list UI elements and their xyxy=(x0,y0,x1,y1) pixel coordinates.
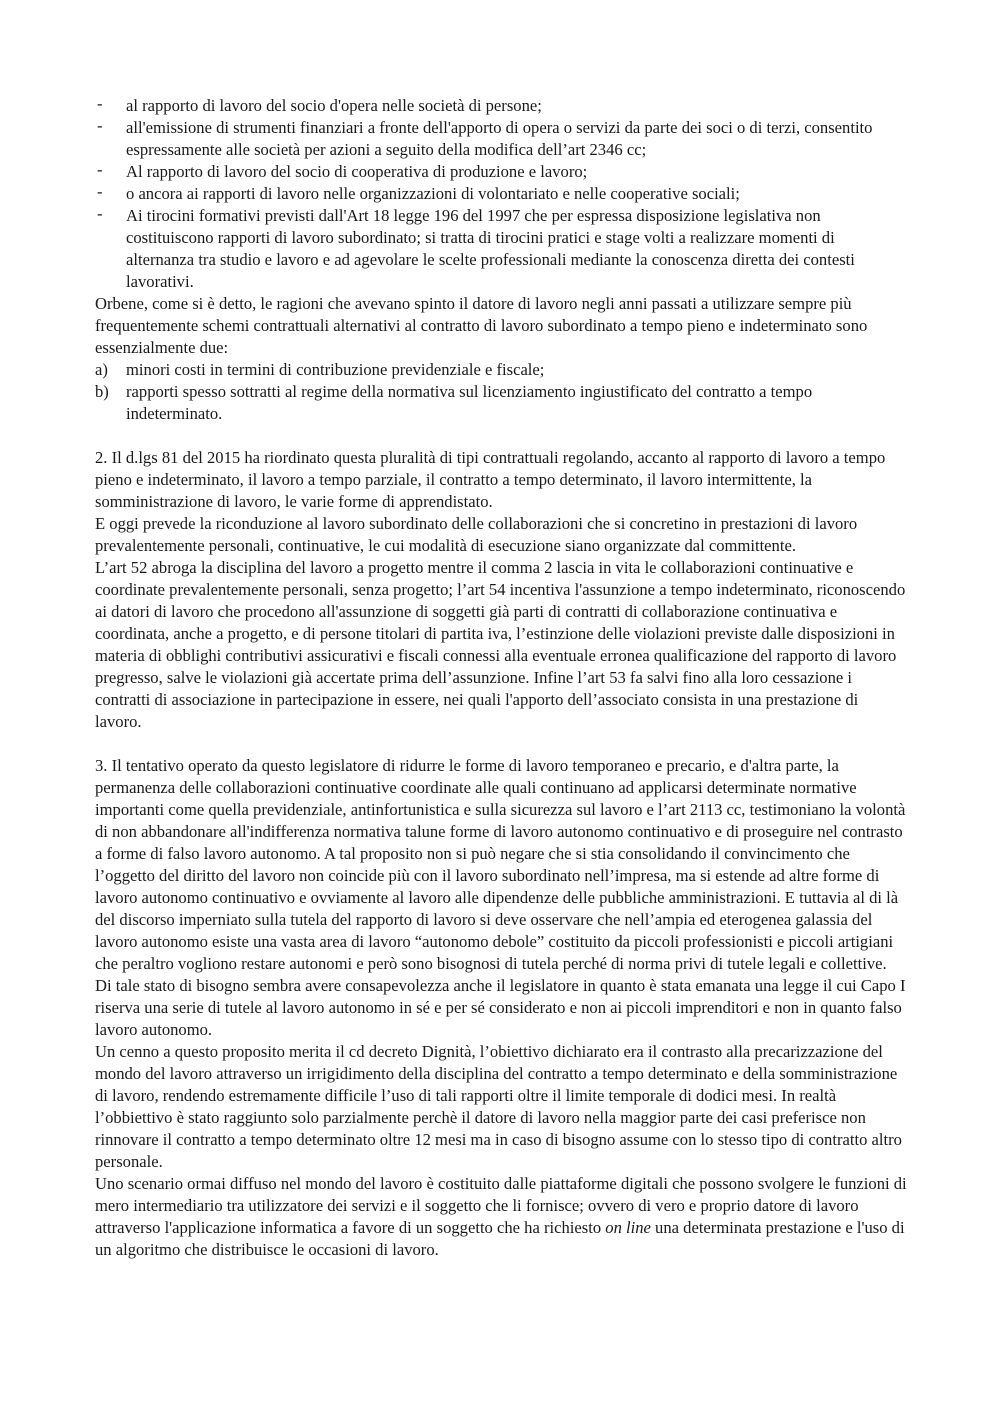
dash-marker: - xyxy=(97,204,103,223)
paragraph-text: una determinata prestazione e l'uso di un algoritmo che distribuisce le occasioni di lavoro. xyxy=(95,1218,905,1259)
section-3-paragraph: Di tale stato di bisogno sembra avere consapevolezza anche il legislatore in quanto è stata emanata una legge il cui Capo I riserva una serie di tutele al lavoro autonomo in sé e per sé considerato e non ai piccoli imprenditori e non in quanto falso lavoro autonomo. xyxy=(95,976,906,1039)
dash-marker: - xyxy=(97,116,103,135)
list-item xyxy=(95,183,907,205)
list-item-text: al rapporto di lavoro del socio d'opera nelle società di persone; xyxy=(126,96,542,115)
document-page xyxy=(95,95,907,1261)
blank-line xyxy=(95,733,907,755)
paragraph-text: Uno scenario ormai diffuso nel mondo del lavoro è costituito dalle piattaforme digitali che possono svolgere le funzioni di mero intermediario tra utilizzatore dei servizi e il soggetto che li fornisce; ovvero di vero e proprio datore di lavoro attraverso l'applicazione informatica a favore di un soggetto che ha richiesto xyxy=(95,1174,907,1237)
section-2-paragraph: 2. Il d.lgs 81 del 2015 ha riordinato questa pluralità di tipi contrattuali regolando, accanto al rapporto di lavoro a tempo pieno e indeterminato, il lavoro a tempo parziale, il contratto a tempo determinato, il lavoro intermittente, la somministrazione di lavoro, le varie forme di apprendistato. xyxy=(95,448,886,511)
list-item-text: Al rapporto di lavoro del socio di cooperativa di produzione e lavoro; xyxy=(126,162,588,181)
intro-bullet-list xyxy=(95,95,907,293)
paragraph-orbene: Orbene, come si è detto, le ragioni che avevano spinto il datore di lavoro negli anni passati a utilizzare sempre più frequentemente schemi contrattuali alternativi al contratto di lavoro subordinato a tempo pieno e indeterminato sono essenzialmente due: xyxy=(95,294,868,357)
list-item xyxy=(95,205,907,293)
section-3-paragraph xyxy=(95,1173,907,1261)
list-item-text: o ancora ai rapporti di lavoro nelle organizzazioni di volontariato e nelle cooperative sociali; xyxy=(126,184,740,203)
section-3-paragraph: Un cenno a questo proposito merita il cd decreto Dignità, l’obiettivo dichiarato era il contrasto alla precarizzazione del mondo del lavoro attraverso un irrigidimento della disciplina del contratto a tempo determinato e della somministrazione di lavoro, rendendo estremamente difficile l’uso di tali rapporti oltre il limite temporale di dodici mesi. In realtà l’obbiettivo è stato raggiunto solo parzialmente perchè il datore di lavoro nella maggior parte dei casi preferisce non rinnovare il contratto a tempo determinato oltre 12 mesi ma in caso di bisogno assume con lo stesso tipo di contratto altro personale. xyxy=(95,1042,902,1171)
section-2-paragraph: E oggi prevede la riconduzione al lavoro subordinato delle collaborazioni che si concretino in prestazioni di lavoro prevalentemente personali, continuative, le cui modalità di esecuzione siano organizzate dal committente. xyxy=(95,514,858,555)
dash-marker: - xyxy=(97,94,103,113)
list-item-text: minori costi in termini di contribuzione previdenziale e fiscale; xyxy=(126,360,545,379)
list-item xyxy=(95,95,907,117)
dash-marker: - xyxy=(97,182,103,201)
italic-term: on line xyxy=(605,1218,651,1237)
list-item xyxy=(95,359,907,381)
section-3-paragraph: 3. Il tentativo operato da questo legislatore di ridurre le forme di lavoro temporaneo e precario, e d'altra parte, la permanenza delle collaborazioni continuative coordinate alle quali continuano ad applicarsi determinate normative importanti come quella previdenziale, antinfortunistica e sulla sicurezza sul lavoro e l’art 2113 cc, testimoniano la volontà di non abbandonare all'indifferenza normativa talune forme di lavoro autonomo continuativo e di proseguire nel contrasto a forme di falso lavoro autonomo. A tal proposito non si può negare che si stia consolidando il convincimento che l’oggetto del diritto del lavoro non coincide più con il lavoro subordinato nell’impresa, ma si estende ad altre forme di lavoro autonomo continuativo e ovviamente al lavoro alle dipendenze delle pubbliche amministrazioni. E tuttavia al di là del discorso imperniato sulla tutela del rapporto di lavoro si deve osservare che nell’ampia ed eterogenea galassia del lavoro autonomo esiste una vasta area di lavoro “autonomo debole” costituito da piccoli professionisti e piccoli artigiani che peraltro vogliono restare autonomi e però sono bisognosi di tutela perché di norma privi di tutele legali e collettive. xyxy=(95,756,906,973)
list-item-text: rapporti spesso sottratti al regime della normativa sul licenziamento ingiustificato del contratto a tempo indeterminato. xyxy=(126,382,813,423)
list-item-text: Ai tirocini formativi previsti dall'Art 18 legge 196 del 1997 che per espressa disposizione legislativa non costituiscono rapporti di lavoro subordinato; si tratta di tirocini pratici e stage volti a realizzare momenti di alternanza tra studio e lavoro e ad agevolare le scelte professionali mediante la conoscenza diretta dei contesti lavorativi. xyxy=(126,206,855,291)
letter-marker: b) xyxy=(95,382,109,401)
blank-line xyxy=(95,425,907,447)
list-item xyxy=(95,117,907,161)
section-2-paragraph: L’art 52 abroga la disciplina del lavoro a progetto mentre il comma 2 lascia in vita le collaborazioni continuative e coordinate prevalentemente personali, senza progetto; l’art 54 incentiva l'assunzione a tempo indeterminato, riconoscendo ai datori di lavoro che procedono all'assunzione di soggetti già parti di contratti di collaborazione continuativa e coordinata, anche a progetto, e di persone titolari di partita iva, l’estinzione delle violazioni previste dalle disposizioni in materia di obblighi contributivi assicurativi e fiscali connessi alla eventuale erronea qualificazione del rapporto di lavoro pregresso, salve le violazioni già accertate prima dell’assunzione. Infine l’art 53 fa salvi fino alla loro cessazione i contratti di associazione in partecipazione in essere, nei quali l'apporto dell’associato consista in una prestazione di lavoro. xyxy=(95,558,906,731)
list-item-text: all'emissione di strumenti finanziari a fronte dell'apporto di opera o servizi da parte dei soci o di terzi, consentito espressamente alle società per azioni a seguito della modifica dell’art 2346 cc; xyxy=(126,118,873,159)
reasons-list xyxy=(95,359,907,425)
letter-marker: a) xyxy=(95,360,108,379)
dash-marker: - xyxy=(97,160,103,179)
list-item xyxy=(95,161,907,183)
list-item xyxy=(95,381,907,425)
